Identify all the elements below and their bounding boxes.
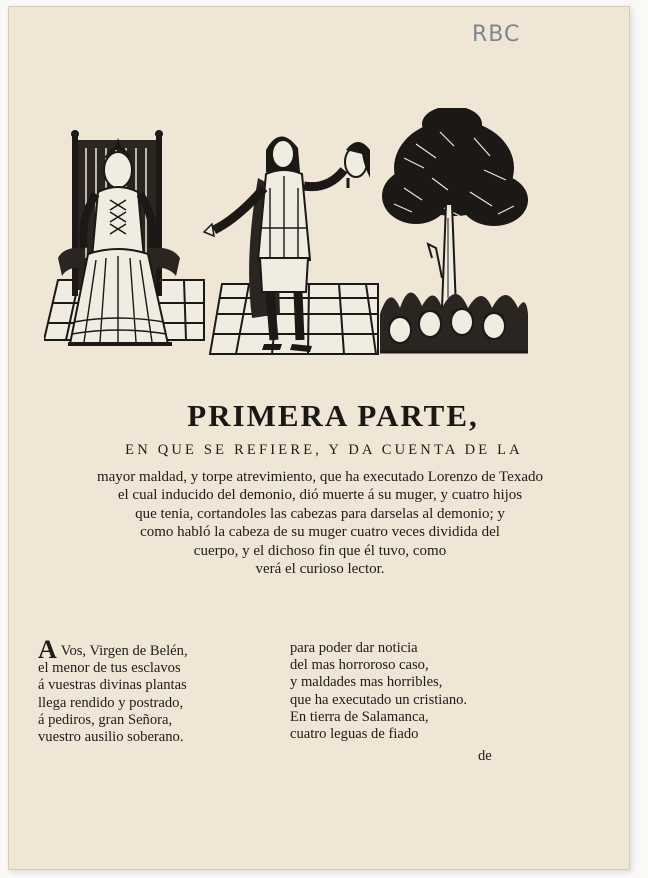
verse-line: vuestro ausilio soberano. [38, 729, 184, 746]
seated-woman-woodcut [44, 130, 204, 344]
verse-column-left [38, 635, 188, 746]
tree-with-heads-woodcut [380, 108, 528, 352]
man-holding-head-woodcut [204, 136, 378, 354]
subtitle: EN QUE SE REFIERE, Y DA CUENTA DE LA [125, 442, 523, 458]
woodcut-illustrations [44, 108, 530, 360]
summary-line: mayor maldad, y torpe atrevimiento, que ha executado Lorenzo de Texado [96, 469, 543, 485]
verse-line: A Vos, Virgen de Belén, [38, 635, 188, 664]
summary-line: verá el curioso lector. [255, 561, 385, 578]
verse-line: para poder dar noticia [290, 640, 418, 656]
verse-line: del mas horroroso caso, [290, 657, 429, 674]
summary-paragraph [36, 468, 604, 578]
verse-line: En tierra de Salamanca, [290, 708, 429, 725]
verse-line: cuatro leguas de fiado [290, 726, 419, 743]
verse-line: que ha executado un cristiano. [290, 691, 468, 708]
verse-line: á vuestras divinas plantas [38, 677, 187, 694]
verse-line: el menor de tus esclavos [38, 660, 181, 677]
verse-line: á pediros, gran Señora, [38, 711, 173, 728]
drop-cap: A [38, 635, 57, 664]
summary-line: el cual inducido del demonio, dió muerte á su muger, y cuatro hijos [117, 487, 523, 504]
summary-line: cuerpo, y el dichoso fin que él tuvo, como [193, 542, 447, 559]
summary-line: como habló la cabeza de su muger cuatro veces dividida del [140, 524, 500, 541]
verse-line: y maldades mas horribles, [290, 674, 443, 691]
verse-column-right [290, 640, 467, 743]
handwritten-annotation: RBC [472, 22, 521, 47]
verse-line: llega rendido y postrado, [38, 694, 184, 711]
page-title: PRIMERA PARTE, [187, 398, 479, 433]
catchword: de [478, 748, 492, 764]
summary-line: que tenia, cortandoles las cabezas para darselas al demonio; y [135, 505, 505, 522]
